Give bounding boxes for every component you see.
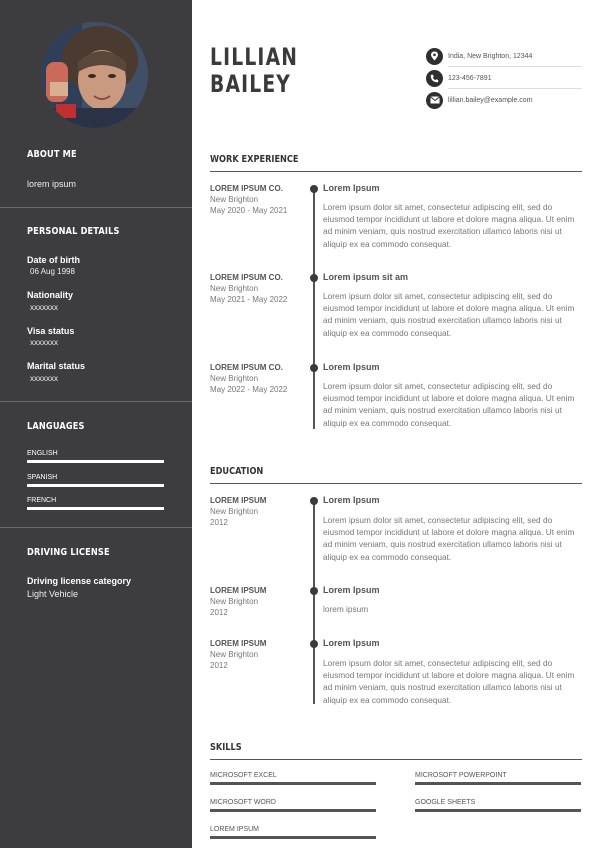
- sidebar-divider: [0, 527, 192, 528]
- language-spanish: SPANISH: [27, 474, 58, 481]
- nationality-label: Nationality: [27, 290, 74, 300]
- first-name: LILLIAN: [210, 43, 299, 71]
- skill-name: LOREM IPSUM: [210, 826, 260, 833]
- work-role: Lorem Ipsum: [323, 362, 380, 372]
- education-description: Lorem ipsum dolor sit amet, consectetur adipiscing elit, sed do eiusmod tempor incididunt ut labore et dolore magna aliqua. Ut enim ad minim veniam, quis nostrud exercitation ullamco laboris nisi ut aliquip ex ea commodo consequat.: [323, 658, 575, 705]
- timeline-dot: [310, 497, 318, 505]
- work-description: Lorem ipsum dolor sit amet, consectetur adipiscing elit, sed do eiusmod tempor incididunt ut labore et dolore magna aliqua. Ut enim ad minim veniam, quis nostrud exercitation ullamco laboris nisi ut aliquip ex ea commodo consequat.: [323, 381, 575, 428]
- timeline-dot: [310, 364, 318, 372]
- language-english: ENGLISH: [27, 450, 58, 457]
- skill-level-bar: [210, 782, 376, 785]
- marital-status-value: xxxxxxx: [30, 374, 58, 383]
- sidebar: [0, 0, 192, 848]
- education-degree: Lorem Ipsum: [323, 638, 380, 648]
- education-school: LOREM IPSUM: [210, 496, 267, 505]
- dob-value: 06 Aug 1998: [30, 267, 75, 276]
- languages-heading: LANGUAGES: [27, 421, 85, 432]
- main-content: [192, 0, 600, 848]
- marital-status-label: Marital status: [27, 361, 86, 371]
- education-description: Lorem ipsum dolor sit amet, consectetur adipiscing elit, sed do eiusmod tempor incididunt ut labore et dolore magna aliqua. Ut enim ad minim veniam, quis nostrud exercitation ullamco laboris nisi ut aliquip ex ea commodo consequat.: [323, 515, 575, 562]
- contact-email: [426, 91, 582, 109]
- address-text: India, New Brighton, 12344: [448, 52, 533, 60]
- sidebar-divider: [0, 207, 192, 208]
- work-role: Lorem Ipsum: [323, 183, 380, 193]
- work-description: Lorem ipsum dolor sit amet, consectetur adipiscing elit, sed do eiusmod tempor incididunt ut labore et dolore magna aliqua. Ut enim ad minim veniam, quis nostrud exercitation ullamco laboris nisi ut aliquip ex ea commodo consequat.: [323, 291, 575, 338]
- timeline-dot: [310, 587, 318, 595]
- skill-level-bar: [210, 809, 376, 812]
- work-timeline: [313, 186, 315, 429]
- section-rule: [210, 171, 582, 172]
- skill-name: MICROSOFT EXCEL: [210, 772, 277, 779]
- sidebar-divider: [0, 401, 192, 402]
- work-dates: May 2022 - May 2022: [210, 385, 288, 394]
- education-location: New Brighton: [210, 507, 259, 516]
- about-me-heading: ABOUT ME: [27, 149, 77, 160]
- timeline-dot: [310, 640, 318, 648]
- skill-name: GOOGLE SHEETS: [415, 799, 476, 806]
- education-degree: Lorem Ipsum: [323, 585, 380, 595]
- section-rule: [210, 759, 582, 760]
- dob-label: Date of birth: [27, 255, 80, 265]
- contact-divider: [448, 88, 582, 89]
- work-employer: LOREM IPSUM CO.: [210, 273, 283, 282]
- education-heading: EDUCATION: [210, 466, 264, 477]
- nationality-value: xxxxxxx: [30, 303, 58, 312]
- work-role: Lorem ipsum sit am: [323, 272, 409, 282]
- visa-status-label: Visa status: [27, 326, 75, 336]
- contact-address: [426, 47, 582, 65]
- education-location: New Brighton: [210, 597, 259, 606]
- phone-icon: [426, 70, 443, 87]
- contact-phone: [426, 69, 582, 87]
- work-location: New Brighton: [210, 195, 259, 204]
- education-timeline: [313, 498, 315, 704]
- language-level-bar: [27, 484, 164, 487]
- education-degree: Lorem Ipsum: [323, 495, 380, 505]
- education-year: 2012: [210, 518, 228, 527]
- language-level-bar: [27, 507, 164, 510]
- personal-details-heading: PERSONAL DETAILS: [27, 226, 120, 237]
- language-french: FRENCH: [27, 497, 57, 504]
- timeline-dot: [310, 274, 318, 282]
- candidate-name: [210, 44, 298, 98]
- education-description: lorem ipsum: [323, 604, 369, 614]
- envelope-icon: [426, 92, 443, 109]
- driving-license-heading: DRIVING LICENSE: [27, 547, 110, 558]
- phone-text: 123-456-7891: [448, 74, 492, 82]
- section-rule: [210, 483, 582, 484]
- skill-level-bar: [415, 809, 581, 812]
- timeline-dot: [310, 185, 318, 193]
- work-location: New Brighton: [210, 374, 259, 383]
- education-school: LOREM IPSUM: [210, 639, 267, 648]
- contact-divider: [448, 66, 582, 67]
- location-pin-icon: [426, 48, 443, 65]
- education-school: LOREM IPSUM: [210, 586, 267, 595]
- education-year: 2012: [210, 608, 228, 617]
- work-location: New Brighton: [210, 284, 259, 293]
- work-experience-heading: WORK EXPERIENCE: [210, 154, 299, 165]
- work-description: Lorem ipsum dolor sit amet, consectetur adipiscing elit, sed do eiusmod tempor incididunt ut labore et dolore magna aliqua. Ut enim ad minim veniam, quis nostrud exercitation ullamco laboris nisi ut aliquip ex ea commodo consequat.: [323, 202, 575, 249]
- driving-license-value: Light Vehicle: [27, 589, 79, 599]
- work-dates: May 2020 - May 2021: [210, 206, 288, 215]
- about-me-text: lorem ipsum: [27, 179, 77, 189]
- education-year: 2012: [210, 661, 228, 670]
- skill-level-bar: [415, 782, 581, 785]
- work-employer: LOREM IPSUM CO.: [210, 184, 283, 193]
- language-level-bar: [27, 460, 164, 463]
- work-dates: May 2021 - May 2022: [210, 295, 288, 304]
- skill-name: MICROSOFT WORD: [210, 799, 276, 806]
- work-employer: LOREM IPSUM CO.: [210, 363, 283, 372]
- visa-status-value: xxxxxxx: [30, 338, 58, 347]
- skills-heading: SKILLS: [210, 742, 242, 753]
- education-location: New Brighton: [210, 650, 259, 659]
- email-text: lillian.bailey@example.com: [448, 96, 533, 104]
- skill-name: MICROSOFT POWERPOINT: [415, 772, 507, 779]
- profile-photo: [42, 22, 148, 128]
- last-name: BAILEY: [210, 70, 292, 98]
- driving-license-label: Driving license category: [27, 576, 132, 586]
- skill-level-bar: [210, 836, 376, 839]
